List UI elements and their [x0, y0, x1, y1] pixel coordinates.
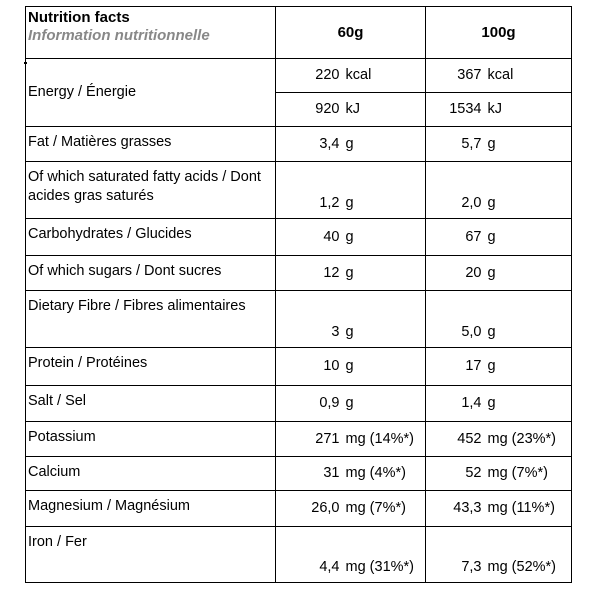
nutrient-label: Fat / Matières grasses	[26, 127, 276, 162]
value-60g: 31	[276, 457, 346, 491]
unit-100g: g	[488, 291, 572, 348]
unit-100g: g	[488, 348, 572, 386]
energy-kj-60g: 920	[276, 93, 346, 127]
value-100g: 43,3	[426, 491, 488, 527]
nutrient-label: Dietary Fibre / Fibres alimentaires	[26, 291, 276, 348]
table-row	[26, 256, 572, 291]
nutrition-table-wrapper	[25, 6, 572, 583]
nutrient-label: Salt / Sel	[26, 386, 276, 422]
energy-kcal-unit-100g: kcal	[488, 59, 572, 93]
table-row	[26, 491, 572, 527]
energy-kcal-60g: 220	[276, 59, 346, 93]
value-100g: 17	[426, 348, 488, 386]
table-row	[26, 291, 572, 348]
value-100g: 5,0	[426, 291, 488, 348]
unit-60g: g	[346, 348, 426, 386]
table-row	[26, 162, 572, 219]
table-row	[26, 127, 572, 162]
unit-100g: mg (23%*)	[488, 422, 572, 457]
header-row	[26, 7, 572, 59]
value-60g: 12	[276, 256, 346, 291]
value-100g: 452	[426, 422, 488, 457]
nutrient-label: Iron / Fer	[26, 527, 276, 583]
unit-100g: g	[488, 256, 572, 291]
unit-60g: mg (4%*)	[346, 457, 426, 491]
nutrient-label: Of which sugars / Dont sucres	[26, 256, 276, 291]
unit-100g: mg (7%*)	[488, 457, 572, 491]
unit-60g: g	[346, 219, 426, 256]
value-60g: 3,4	[276, 127, 346, 162]
unit-60g: g	[346, 291, 426, 348]
nutrition-table	[25, 6, 572, 583]
energy-label: Energy / Énergie	[26, 59, 276, 127]
energy-kcal-unit-60g: kcal	[346, 59, 426, 93]
table-row	[26, 219, 572, 256]
nutrient-label: Carbohydrates / Glucides	[26, 219, 276, 256]
unit-100g: mg (11%*)	[488, 491, 572, 527]
energy-kcal-100g: 367	[426, 59, 488, 93]
value-100g: 2,0	[426, 162, 488, 219]
value-60g: 0,9	[276, 386, 346, 422]
value-60g: 271	[276, 422, 346, 457]
unit-60g: g	[346, 386, 426, 422]
table-title: Nutrition facts	[28, 9, 130, 26]
unit-60g: g	[346, 127, 426, 162]
nutrient-label: Magnesium / Magnésium	[26, 491, 276, 527]
energy-kj-unit-100g: kJ	[488, 93, 572, 127]
unit-100g: g	[488, 127, 572, 162]
table-row	[26, 457, 572, 491]
value-100g: 5,7	[426, 127, 488, 162]
unit-60g: mg (31%*)	[346, 527, 426, 583]
table-row	[26, 422, 572, 457]
unit-100g: g	[488, 386, 572, 422]
column-header-60g: 60g	[276, 7, 426, 59]
value-100g: 20	[426, 256, 488, 291]
value-100g: 7,3	[426, 527, 488, 583]
table-row	[26, 348, 572, 386]
table-row	[26, 386, 572, 422]
energy-kcal-row	[26, 59, 572, 93]
unit-100g: g	[488, 162, 572, 219]
unit-60g: mg (7%*)	[346, 491, 426, 527]
value-60g: 4,4	[276, 527, 346, 583]
unit-60g: g	[346, 162, 426, 219]
value-60g: 3	[276, 291, 346, 348]
nutrient-label: Potassium	[26, 422, 276, 457]
table-row	[26, 527, 572, 583]
energy-kj-unit-60g: kJ	[346, 93, 426, 127]
value-60g: 40	[276, 219, 346, 256]
unit-60g: g	[346, 256, 426, 291]
value-60g: 10	[276, 348, 346, 386]
value-100g: 52	[426, 457, 488, 491]
header-title-cell	[26, 7, 276, 59]
energy-kj-100g: 1534	[426, 93, 488, 127]
value-100g: 67	[426, 219, 488, 256]
unit-60g: mg (14%*)	[346, 422, 426, 457]
nutrient-label: Calcium	[26, 457, 276, 491]
nutrient-label: Of which saturated fatty acids / Dont acides gras saturés	[26, 162, 276, 219]
value-60g: 1,2	[276, 162, 346, 219]
value-60g: 26,0	[276, 491, 346, 527]
unit-100g: mg (52%*)	[488, 527, 572, 583]
table-subtitle: Information nutritionnelle	[28, 27, 210, 44]
column-header-100g: 100g	[426, 7, 572, 59]
nutrient-label: Protein / Protéines	[26, 348, 276, 386]
unit-100g: g	[488, 219, 572, 256]
value-100g: 1,4	[426, 386, 488, 422]
